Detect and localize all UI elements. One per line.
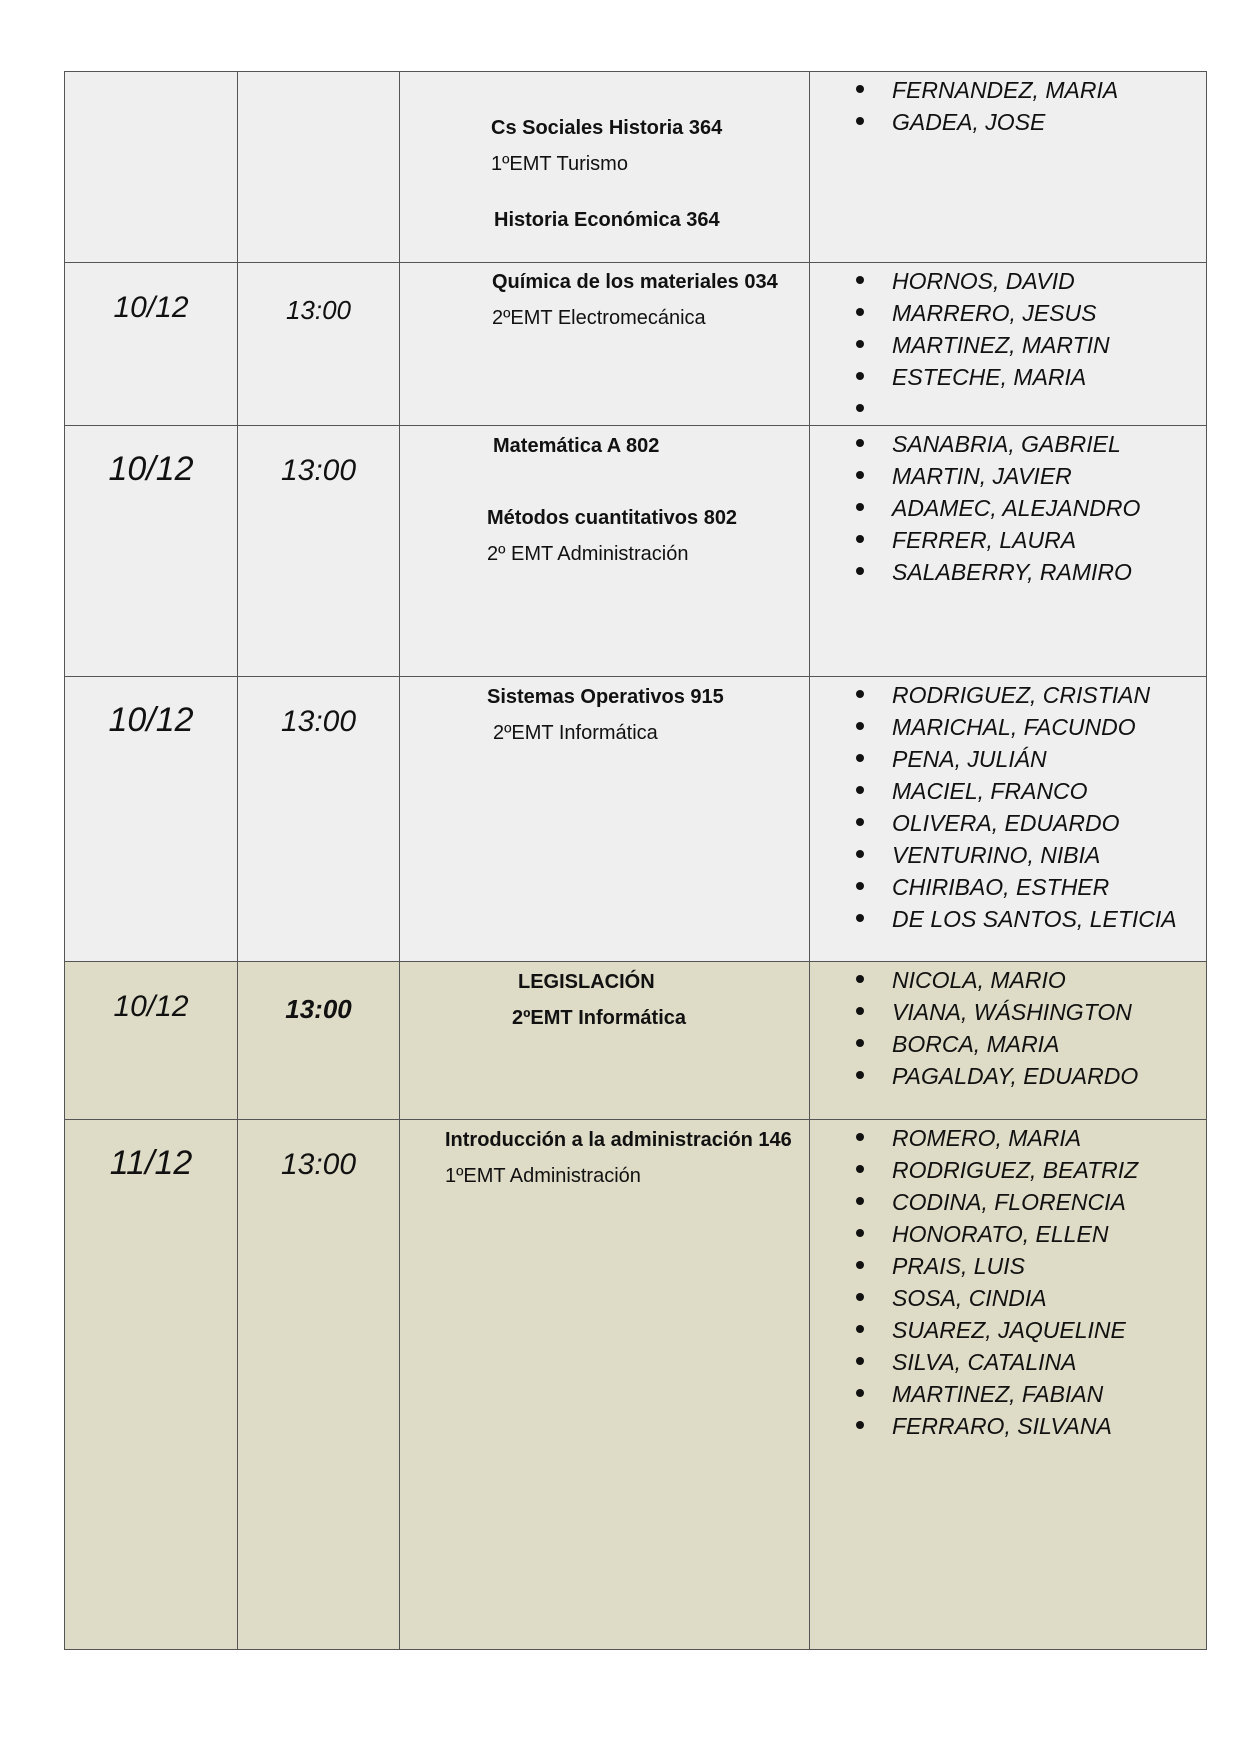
time-cell: 13:00 <box>238 677 400 962</box>
date-cell: 11/12 <box>65 1120 238 1650</box>
subject-cell <box>400 72 810 263</box>
subject-cell <box>400 426 810 677</box>
list-item: FERNANDEZ, MARIA <box>856 74 1206 106</box>
list-item: MARTINEZ, MARTIN <box>856 329 1206 361</box>
subject-title: Métodos cuantitativos 802 <box>487 507 738 529</box>
list-item: PENA, JULIÁN <box>856 743 1206 775</box>
list-item: SANABRIA, GABRIEL <box>856 428 1206 460</box>
time-cell: 13:00 <box>238 962 400 1120</box>
table-row <box>65 72 1207 263</box>
list-item: ESTECHE, MARIA <box>856 361 1206 393</box>
list-item: SALABERRY, RAMIRO <box>856 556 1206 588</box>
time-cell: 13:00 <box>238 263 400 426</box>
list-item: VIANA, WÁSHINGTON <box>856 996 1206 1028</box>
date-cell: 10/12 <box>65 677 238 962</box>
list-item: PAGALDAY, EDUARDO <box>856 1060 1206 1092</box>
list-item: MACIEL, FRANCO <box>856 775 1206 807</box>
subject-title: Introducción a la administración 146 <box>445 1129 792 1151</box>
list-item: MARRERO, JESUS <box>856 297 1206 329</box>
subject-group: 2ºEMT Informática <box>493 722 658 744</box>
student-list <box>810 962 1206 1092</box>
subject-cell <box>400 962 810 1120</box>
subject-title: Cs Sociales Historia 364 <box>491 117 723 139</box>
list-item <box>856 393 1206 425</box>
subject-title: LEGISLACIÓN <box>518 971 655 993</box>
time-cell: 13:00 <box>238 1120 400 1650</box>
list-item: RODRIGUEZ, CRISTIAN <box>856 679 1206 711</box>
subject-cell <box>400 263 810 426</box>
subject-title: Sistemas Operativos 915 <box>487 686 724 708</box>
list-item: ROMERO, MARIA <box>856 1122 1206 1154</box>
list-item: MARICHAL, FACUNDO <box>856 711 1206 743</box>
student-list <box>810 1120 1206 1442</box>
subject-title: Historia Económica 364 <box>494 209 720 231</box>
list-item: RODRIGUEZ, BEATRIZ <box>856 1154 1206 1186</box>
list-item: HONORATO, ELLEN <box>856 1218 1206 1250</box>
list-item: MARTIN, JAVIER <box>856 460 1206 492</box>
list-item: MARTINEZ, FABIAN <box>856 1378 1206 1410</box>
list-item: OLIVERA, EDUARDO <box>856 807 1206 839</box>
subject-title: Matemática A 802 <box>493 435 660 457</box>
student-list <box>810 677 1206 935</box>
list-item: CODINA, FLORENCIA <box>856 1186 1206 1218</box>
students-cell <box>810 962 1207 1120</box>
list-item: BORCA, MARIA <box>856 1028 1206 1060</box>
students-cell <box>810 677 1207 962</box>
subject-group: 2º EMT Administración <box>487 543 689 565</box>
list-item: NICOLA, MARIO <box>856 964 1206 996</box>
list-item: PRAIS, LUIS <box>856 1250 1206 1282</box>
table-row <box>65 962 1207 1120</box>
students-cell <box>810 263 1207 426</box>
subject-cell <box>400 677 810 962</box>
time-cell <box>238 72 400 263</box>
list-item: ADAMEC, ALEJANDRO <box>856 492 1206 524</box>
students-cell <box>810 1120 1207 1650</box>
subject-group: 1ºEMT Administración <box>445 1165 641 1187</box>
subject-cell <box>400 1120 810 1650</box>
subject-group: 1ºEMT Turismo <box>491 153 628 175</box>
time-cell: 13:00 <box>238 426 400 677</box>
subject-title: Química de los materiales 034 <box>492 271 778 293</box>
list-item: VENTURINO, NIBIA <box>856 839 1206 871</box>
list-item: HORNOS, DAVID <box>856 265 1206 297</box>
student-list <box>810 263 1206 425</box>
student-list <box>810 72 1206 138</box>
subject-group: 2ºEMT Informática <box>512 1007 687 1029</box>
students-cell <box>810 426 1207 677</box>
list-item: SUAREZ, JAQUELINE <box>856 1314 1206 1346</box>
list-item: SOSA, CINDIA <box>856 1282 1206 1314</box>
date-cell <box>65 72 238 263</box>
date-cell: 10/12 <box>65 962 238 1120</box>
table-row <box>65 263 1207 426</box>
table-row <box>65 1120 1207 1650</box>
table-row <box>65 677 1207 962</box>
list-item: CHIRIBAO, ESTHER <box>856 871 1206 903</box>
exam-schedule-table <box>64 71 1207 1650</box>
list-item: FERRER, LAURA <box>856 524 1206 556</box>
list-item: GADEA, JOSE <box>856 106 1206 138</box>
date-cell: 10/12 <box>65 426 238 677</box>
list-item: DE LOS SANTOS, LETICIA <box>856 903 1206 935</box>
student-list <box>810 426 1206 588</box>
table-row <box>65 426 1207 677</box>
date-cell: 10/12 <box>65 263 238 426</box>
list-item: SILVA, CATALINA <box>856 1346 1206 1378</box>
list-item: FERRARO, SILVANA <box>856 1410 1206 1442</box>
subject-group: 2ºEMT Electromecánica <box>492 307 706 329</box>
students-cell <box>810 72 1207 263</box>
